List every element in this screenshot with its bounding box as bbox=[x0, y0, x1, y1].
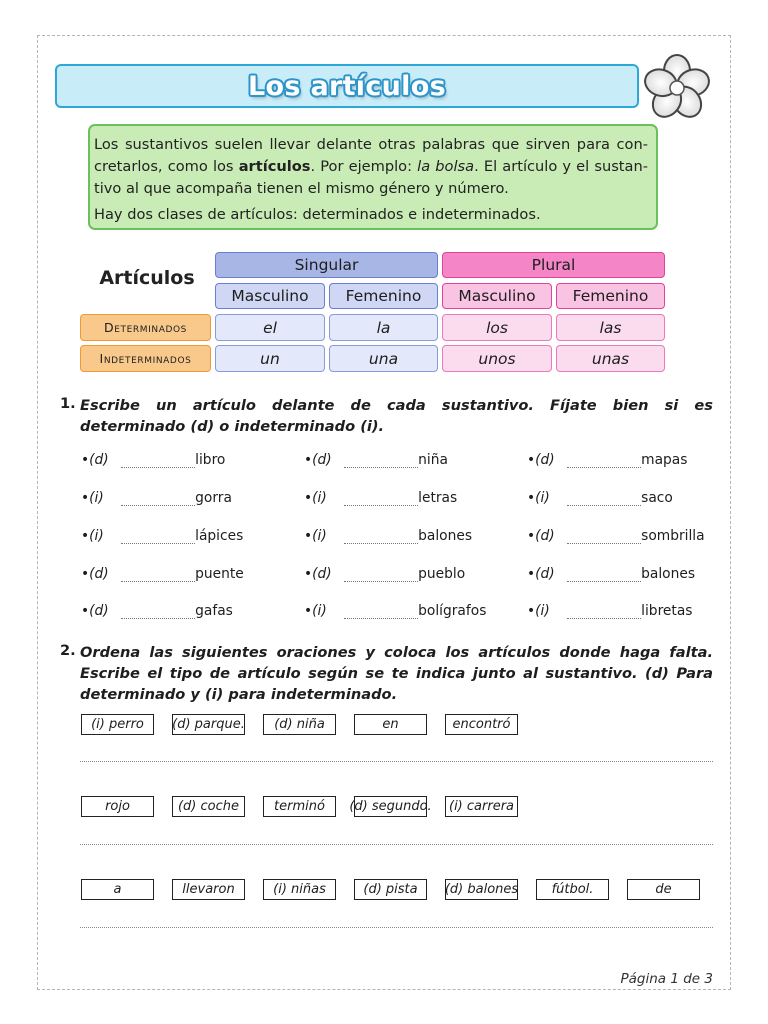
bullet: • bbox=[304, 490, 313, 506]
word-box: (d) segundo. bbox=[354, 796, 427, 817]
noun-word: gorra bbox=[195, 490, 232, 506]
subheader-femenino-plural: Femenino bbox=[556, 283, 665, 309]
noun-word: libro bbox=[195, 452, 226, 468]
bullet: • bbox=[81, 603, 90, 619]
table-cell: unos bbox=[442, 345, 552, 372]
title-banner bbox=[55, 64, 639, 108]
table-cell: una bbox=[329, 345, 438, 372]
exercise-item bbox=[304, 601, 486, 619]
answer-line[interactable] bbox=[80, 927, 713, 928]
exercise-item bbox=[81, 450, 225, 468]
article-type-tag: (i) bbox=[89, 490, 104, 506]
answer-blank[interactable] bbox=[121, 492, 195, 506]
exercise-item bbox=[304, 450, 448, 468]
word-box: (d) pista bbox=[354, 879, 427, 900]
word-box: en bbox=[354, 714, 427, 735]
article-type-tag: (i) bbox=[535, 603, 550, 619]
header-singular: Singular bbox=[215, 252, 438, 278]
word-box: (d) coche bbox=[172, 796, 245, 817]
exercise-item bbox=[81, 564, 244, 582]
subheader-masculino-singular: Masculino bbox=[215, 283, 325, 309]
article-type-tag: (i) bbox=[312, 528, 327, 544]
noun-word: puente bbox=[195, 566, 244, 582]
answer-blank[interactable] bbox=[567, 530, 641, 544]
bullet: • bbox=[527, 528, 536, 544]
noun-word: gafas bbox=[195, 603, 233, 619]
article-type-tag: (i) bbox=[312, 490, 327, 506]
noun-word: mapas bbox=[641, 452, 688, 468]
noun-word: letras bbox=[418, 490, 458, 506]
article-type-tag: (d) bbox=[312, 566, 332, 582]
noun-word: balones bbox=[641, 566, 696, 582]
article-type-tag: (d) bbox=[312, 452, 332, 468]
bullet: • bbox=[81, 528, 90, 544]
word-box: (i) niñas bbox=[263, 879, 336, 900]
table-cell: las bbox=[556, 314, 665, 341]
exercise-item bbox=[81, 488, 232, 506]
exercise-1-number: 1. bbox=[60, 395, 76, 412]
noun-word: pueblo bbox=[418, 566, 466, 582]
page-title: Los artículos bbox=[248, 70, 446, 102]
answer-blank[interactable] bbox=[344, 530, 418, 544]
word-box: llevaron bbox=[172, 879, 245, 900]
table-cell: los bbox=[442, 314, 552, 341]
bullet: • bbox=[304, 566, 313, 582]
table-cell: la bbox=[329, 314, 438, 341]
article-type-tag: (d) bbox=[535, 566, 555, 582]
page-number: Página 1 de 3 bbox=[620, 971, 713, 987]
exercise-item bbox=[527, 601, 692, 619]
article-type-tag: (i) bbox=[312, 603, 327, 619]
answer-blank[interactable] bbox=[567, 492, 641, 506]
bullet: • bbox=[527, 566, 536, 582]
row-label-indeterminados: Indeterminados bbox=[80, 345, 211, 372]
answer-blank[interactable] bbox=[121, 454, 195, 468]
row-label-determinados: Determinados bbox=[80, 314, 211, 341]
word-box: de bbox=[627, 879, 700, 900]
article-type-tag: (i) bbox=[535, 490, 550, 506]
exercise-item bbox=[527, 526, 705, 544]
subheader-masculino-plural: Masculino bbox=[442, 283, 552, 309]
header-plural: Plural bbox=[442, 252, 665, 278]
noun-word: libretas bbox=[641, 603, 693, 619]
bullet: • bbox=[527, 603, 536, 619]
word-box: a bbox=[81, 879, 154, 900]
word-box: fútbol. bbox=[536, 879, 609, 900]
bullet: • bbox=[304, 528, 313, 544]
word-box: encontró bbox=[445, 714, 518, 735]
table-cell: un bbox=[215, 345, 325, 372]
bullet: • bbox=[81, 490, 90, 506]
answer-blank[interactable] bbox=[344, 454, 418, 468]
table-cell: unas bbox=[556, 345, 665, 372]
answer-blank[interactable] bbox=[567, 454, 641, 468]
answer-blank[interactable] bbox=[344, 568, 418, 582]
article-type-tag: (d) bbox=[89, 452, 109, 468]
noun-word: bolígrafos bbox=[418, 603, 487, 619]
bullet: • bbox=[527, 490, 536, 506]
noun-word: saco bbox=[641, 490, 673, 506]
bullet: • bbox=[81, 452, 90, 468]
exercise-item bbox=[527, 564, 695, 582]
word-box: (d) parque. bbox=[172, 714, 245, 735]
noun-word: sombrilla bbox=[641, 528, 705, 544]
exercise-item bbox=[304, 526, 472, 544]
word-box: (i) perro bbox=[81, 714, 154, 735]
exercise-item bbox=[527, 488, 673, 506]
noun-word: niña bbox=[418, 452, 448, 468]
word-box: terminó bbox=[263, 796, 336, 817]
word-box: rojo bbox=[81, 796, 154, 817]
bullet: • bbox=[527, 452, 536, 468]
answer-blank[interactable] bbox=[121, 568, 195, 582]
table-cell: el bbox=[215, 314, 325, 341]
article-type-tag: (d) bbox=[535, 528, 555, 544]
flower-icon bbox=[638, 52, 716, 124]
answer-blank[interactable] bbox=[567, 605, 641, 619]
subheader-femenino-singular: Femenino bbox=[329, 283, 438, 309]
answer-line[interactable] bbox=[80, 761, 713, 762]
bullet: • bbox=[304, 452, 313, 468]
info-paragraph-2: Hay dos clases de artículos: determinados e indeterminados. bbox=[94, 206, 541, 223]
exercise-item bbox=[304, 488, 457, 506]
word-box: (d) niña bbox=[263, 714, 336, 735]
answer-blank[interactable] bbox=[121, 605, 195, 619]
answer-line[interactable] bbox=[80, 844, 713, 845]
article-type-tag: (i) bbox=[89, 528, 104, 544]
table-title: Artículos bbox=[99, 267, 195, 289]
info-paragraph-1: Los sustantivos suelen llevar delante otras palabras que sirven para concretarlos, como los artículos. Por ejemplo: la bolsa. El artículo y el sustantivo al que acompaña tienen el mismo género y número. bbox=[94, 136, 648, 197]
answer-blank[interactable] bbox=[121, 530, 195, 544]
bullet: • bbox=[304, 603, 313, 619]
article-type-tag: (d) bbox=[89, 603, 109, 619]
exercise-1-instruction: Escribe un artículo delante de cada sustantivo. Fíjate bien si es determinado (d) o indeterminado (i). bbox=[80, 397, 713, 435]
article-type-tag: (d) bbox=[535, 452, 555, 468]
noun-word: lápices bbox=[195, 528, 244, 544]
exercise-item bbox=[304, 564, 465, 582]
info-box bbox=[88, 124, 658, 230]
answer-blank[interactable] bbox=[344, 605, 418, 619]
exercise-item bbox=[527, 450, 687, 468]
word-box: (i) carrera bbox=[445, 796, 518, 817]
exercise-item bbox=[81, 601, 233, 619]
exercise-2-number: 2. bbox=[60, 642, 76, 659]
bullet: • bbox=[81, 566, 90, 582]
answer-blank[interactable] bbox=[344, 492, 418, 506]
exercise-item bbox=[81, 526, 243, 544]
exercise-2-instruction: Ordena las siguientes oraciones y coloca los artículos donde haga falta. Escribe el tipo de artículo según se te indica junto al sustantivo. (d) Para determinado y (i) para indeterminado. bbox=[80, 644, 713, 703]
answer-blank[interactable] bbox=[567, 568, 641, 582]
word-box: (d) balones bbox=[445, 879, 518, 900]
noun-word: balones bbox=[418, 528, 473, 544]
article-type-tag: (d) bbox=[89, 566, 109, 582]
